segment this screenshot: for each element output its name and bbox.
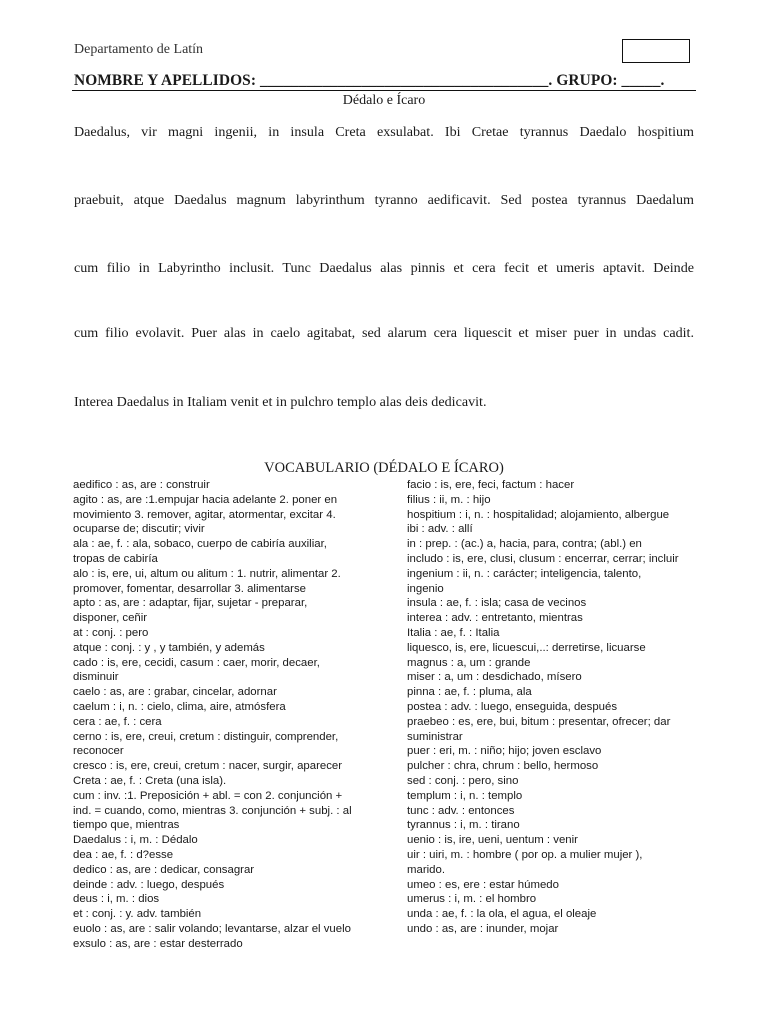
vocabulary-entry: dea : ae, f. : d?esse <box>73 848 174 861</box>
vocabulary-entry: caelum : i, n. : cielo, clima, aire, atmósfera <box>73 700 286 713</box>
vocabulary-entry: dedico : as, are : dedicar, consagrar <box>73 863 255 876</box>
vocabulary-entry: liquesco, is, ere, licuescui,..: derretirse, licuarse <box>407 641 646 654</box>
vocabulary-entry: ocuparse de; discutir; vivir <box>73 523 205 536</box>
vocabulary-entry: insula : ae, f. : isla; casa de vecinos <box>407 597 587 610</box>
vocabulary-entry: ibi : adv. : allí <box>407 523 473 536</box>
vocabulary-entry: uenio : is, ire, ueni, uentum : venir <box>407 834 578 847</box>
vocabulary-entry: filius : ii, m. : hijo <box>407 493 491 506</box>
vocabulary-entry: alo : is, ere, ui, altum ou alitum : 1. nutrir, alimentar 2. <box>73 567 341 580</box>
vocabulary-entry: cresco : is, ere, creui, cretum : nacer, surgir, aparecer <box>73 760 343 773</box>
vocabulary-entry: tyrannus : i, m. : tirano <box>407 819 520 832</box>
vocabulary-entry: Creta : ae, f. : Creta (una isla). <box>73 774 227 787</box>
vocabulary-entry: cera : ae, f. : cera <box>73 715 162 728</box>
vocabulary-entry: facio : is, ere, feci, factum : hacer <box>407 479 575 491</box>
vocabulary-entry: uir : uiri, m. : hombre ( por op. a mulier mujer ), <box>407 848 643 861</box>
vocabulary-entry: magnus : a, um : grande <box>407 656 531 669</box>
vocabulary-entry: cerno : is, ere, creui, cretum : distinguir, comprender, <box>73 730 339 743</box>
vocabulary-entry: Daedalus : i, m. : Dédalo <box>73 834 198 847</box>
vocabulary-entry: apto : as, are : adaptar, fijar, sujetar - preparar, <box>73 597 308 610</box>
vocabulary-entry: umerus : i, m. : el hombro <box>407 893 537 906</box>
vocabulary-entry: Italia : ae, f. : Italia <box>407 626 500 639</box>
header-divider <box>72 90 696 91</box>
vocabulary-entry: atque : conj. : y , y también, y además <box>73 641 265 654</box>
vocabulary-column-left <box>73 478 368 952</box>
vocabulary-entry: agito : as, are :1.empujar hacia adelante 2. poner en <box>73 493 338 506</box>
vocabulary-entry: caelo : as, are : grabar, cincelar, adornar <box>73 686 277 699</box>
vocabulary-title: VOCABULARIO (DÉDALO E ÍCARO) <box>264 460 504 476</box>
vocabulary-column-right <box>407 478 707 937</box>
vocabulary-entry: suministrar <box>407 730 463 743</box>
vocabulary-entry: umeo : es, ere : estar húmedo <box>407 878 559 891</box>
text-line: cum filio evolavit. Puer alas in caelo agitabat, sed alarum cera liquescit et miser puer in undas cadit. <box>74 325 694 341</box>
vocabulary-entry: reconocer <box>73 745 124 758</box>
vocabulary-entry: et : conj. : y. adv. también <box>73 908 202 921</box>
vocabulary-entry: praebeo : es, ere, bui, bitum : presentar, ofrecer; dar <box>407 715 671 728</box>
vocabulary-entry: deus : i, m. : dios <box>73 893 160 906</box>
vocabulary-entry: cum : inv. :1. Preposición + abl. = con 2. conjunción + <box>73 789 343 802</box>
vocabulary-entry: miser : a, um : desdichado, mísero <box>407 671 582 684</box>
vocabulary-entry: ind. = cuando, como, mientras 3. conjunción + subj. : al <box>73 804 352 817</box>
vocabulary-entry: tiempo que, mientras <box>73 819 180 832</box>
vocabulary-entry: ala : ae, f. : ala, sobaco, cuerpo de cabiría auxiliar, <box>73 538 327 551</box>
vocabulary-entry: ingenium : ii, n. : carácter; inteligencia, talento, <box>407 567 642 580</box>
vocabulary-entry: includo : is, ere, clusi, clusum : encerrar, cerrar; incluir <box>407 552 679 565</box>
text-line: praebuit, atque Daedalus magnum labyrinthum tyranno aedificavit. Sed postea tyrannus Daedalum <box>74 192 694 208</box>
vocabulary-entry: deinde : adv. : luego, después <box>73 878 225 891</box>
text-line: Daedalus, vir magni ingenii, in insula Creta exsulabat. Ibi Cretae tyrannus Daedalo hospitium <box>74 124 694 140</box>
vocabulary-entry: euolo : as, are : salir volando; levantarse, alzar el vuelo <box>73 922 351 935</box>
vocabulary-entry: in : prep. : (ac.) a, hacia, para, contra; (abl.) en <box>407 538 642 551</box>
text-line: Interea Daedalus in Italiam venit et in pulchro templo alas deis dedicavit. <box>74 394 487 410</box>
vocabulary-entry: sed : conj. : pero, sino <box>407 774 519 787</box>
text-line: cum filio in Labyrintho inclusit. Tunc Daedalus alas pinnis et cera fecit et umeris aptavit. Deinde <box>74 260 694 276</box>
vocabulary-entry: exsulo : as, are : estar desterrado <box>73 937 243 950</box>
vocabulary-entry: cado : is, ere, cecidi, casum : caer, morir, decaer, <box>73 656 320 669</box>
vocabulary-entry: ingenio <box>407 582 444 595</box>
vocabulary-entry: templum : i, n. : templo <box>407 789 523 802</box>
vocabulary-entry: movimiento 3. remover, agitar, atormentar, excitar 4. <box>73 508 336 521</box>
vocabulary-entry: aedifico : as, are : construir <box>73 479 210 491</box>
department-label: Departamento de Latín <box>74 42 204 57</box>
vocabulary-entry: tropas de cabiría <box>73 552 158 565</box>
vocabulary-entry: interea : adv. : entretanto, mientras <box>407 612 583 625</box>
vocabulary-entry: at : conj. : pero <box>73 626 149 639</box>
page-title: Dédalo e Ícaro <box>342 93 426 108</box>
vocabulary-entry: unda : ae, f. : la ola, el agua, el oleaje <box>407 908 597 921</box>
grade-box <box>622 39 690 63</box>
vocabulary-entry: hospitium : i, n. : hospitalidad; alojamiento, albergue <box>407 508 670 521</box>
vocabulary-entry: puer : eri, m. : niño; hijo; joven esclavo <box>407 745 602 758</box>
vocabulary-entry: postea : adv. : luego, enseguida, después <box>407 700 618 713</box>
name-and-group-line: NOMBRE Y APELLIDOS: _____________________________________. GRUPO: _____. <box>74 72 665 89</box>
vocabulary-entry: pinna : ae, f. : pluma, ala <box>407 686 532 699</box>
vocabulary-entry: disponer, ceñir <box>73 612 148 625</box>
vocabulary-entry: promover, fomentar, desarrollar 3. alimentarse <box>73 582 306 595</box>
vocabulary-entry: marido. <box>407 863 445 876</box>
vocabulary-entry: undo : as, are : inunder, mojar <box>407 922 559 935</box>
vocabulary-entry: pulcher : chra, chrum : bello, hermoso <box>407 760 599 773</box>
vocabulary-entry: tunc : adv. : entonces <box>407 804 515 817</box>
vocabulary-entry: disminuir <box>73 671 119 684</box>
